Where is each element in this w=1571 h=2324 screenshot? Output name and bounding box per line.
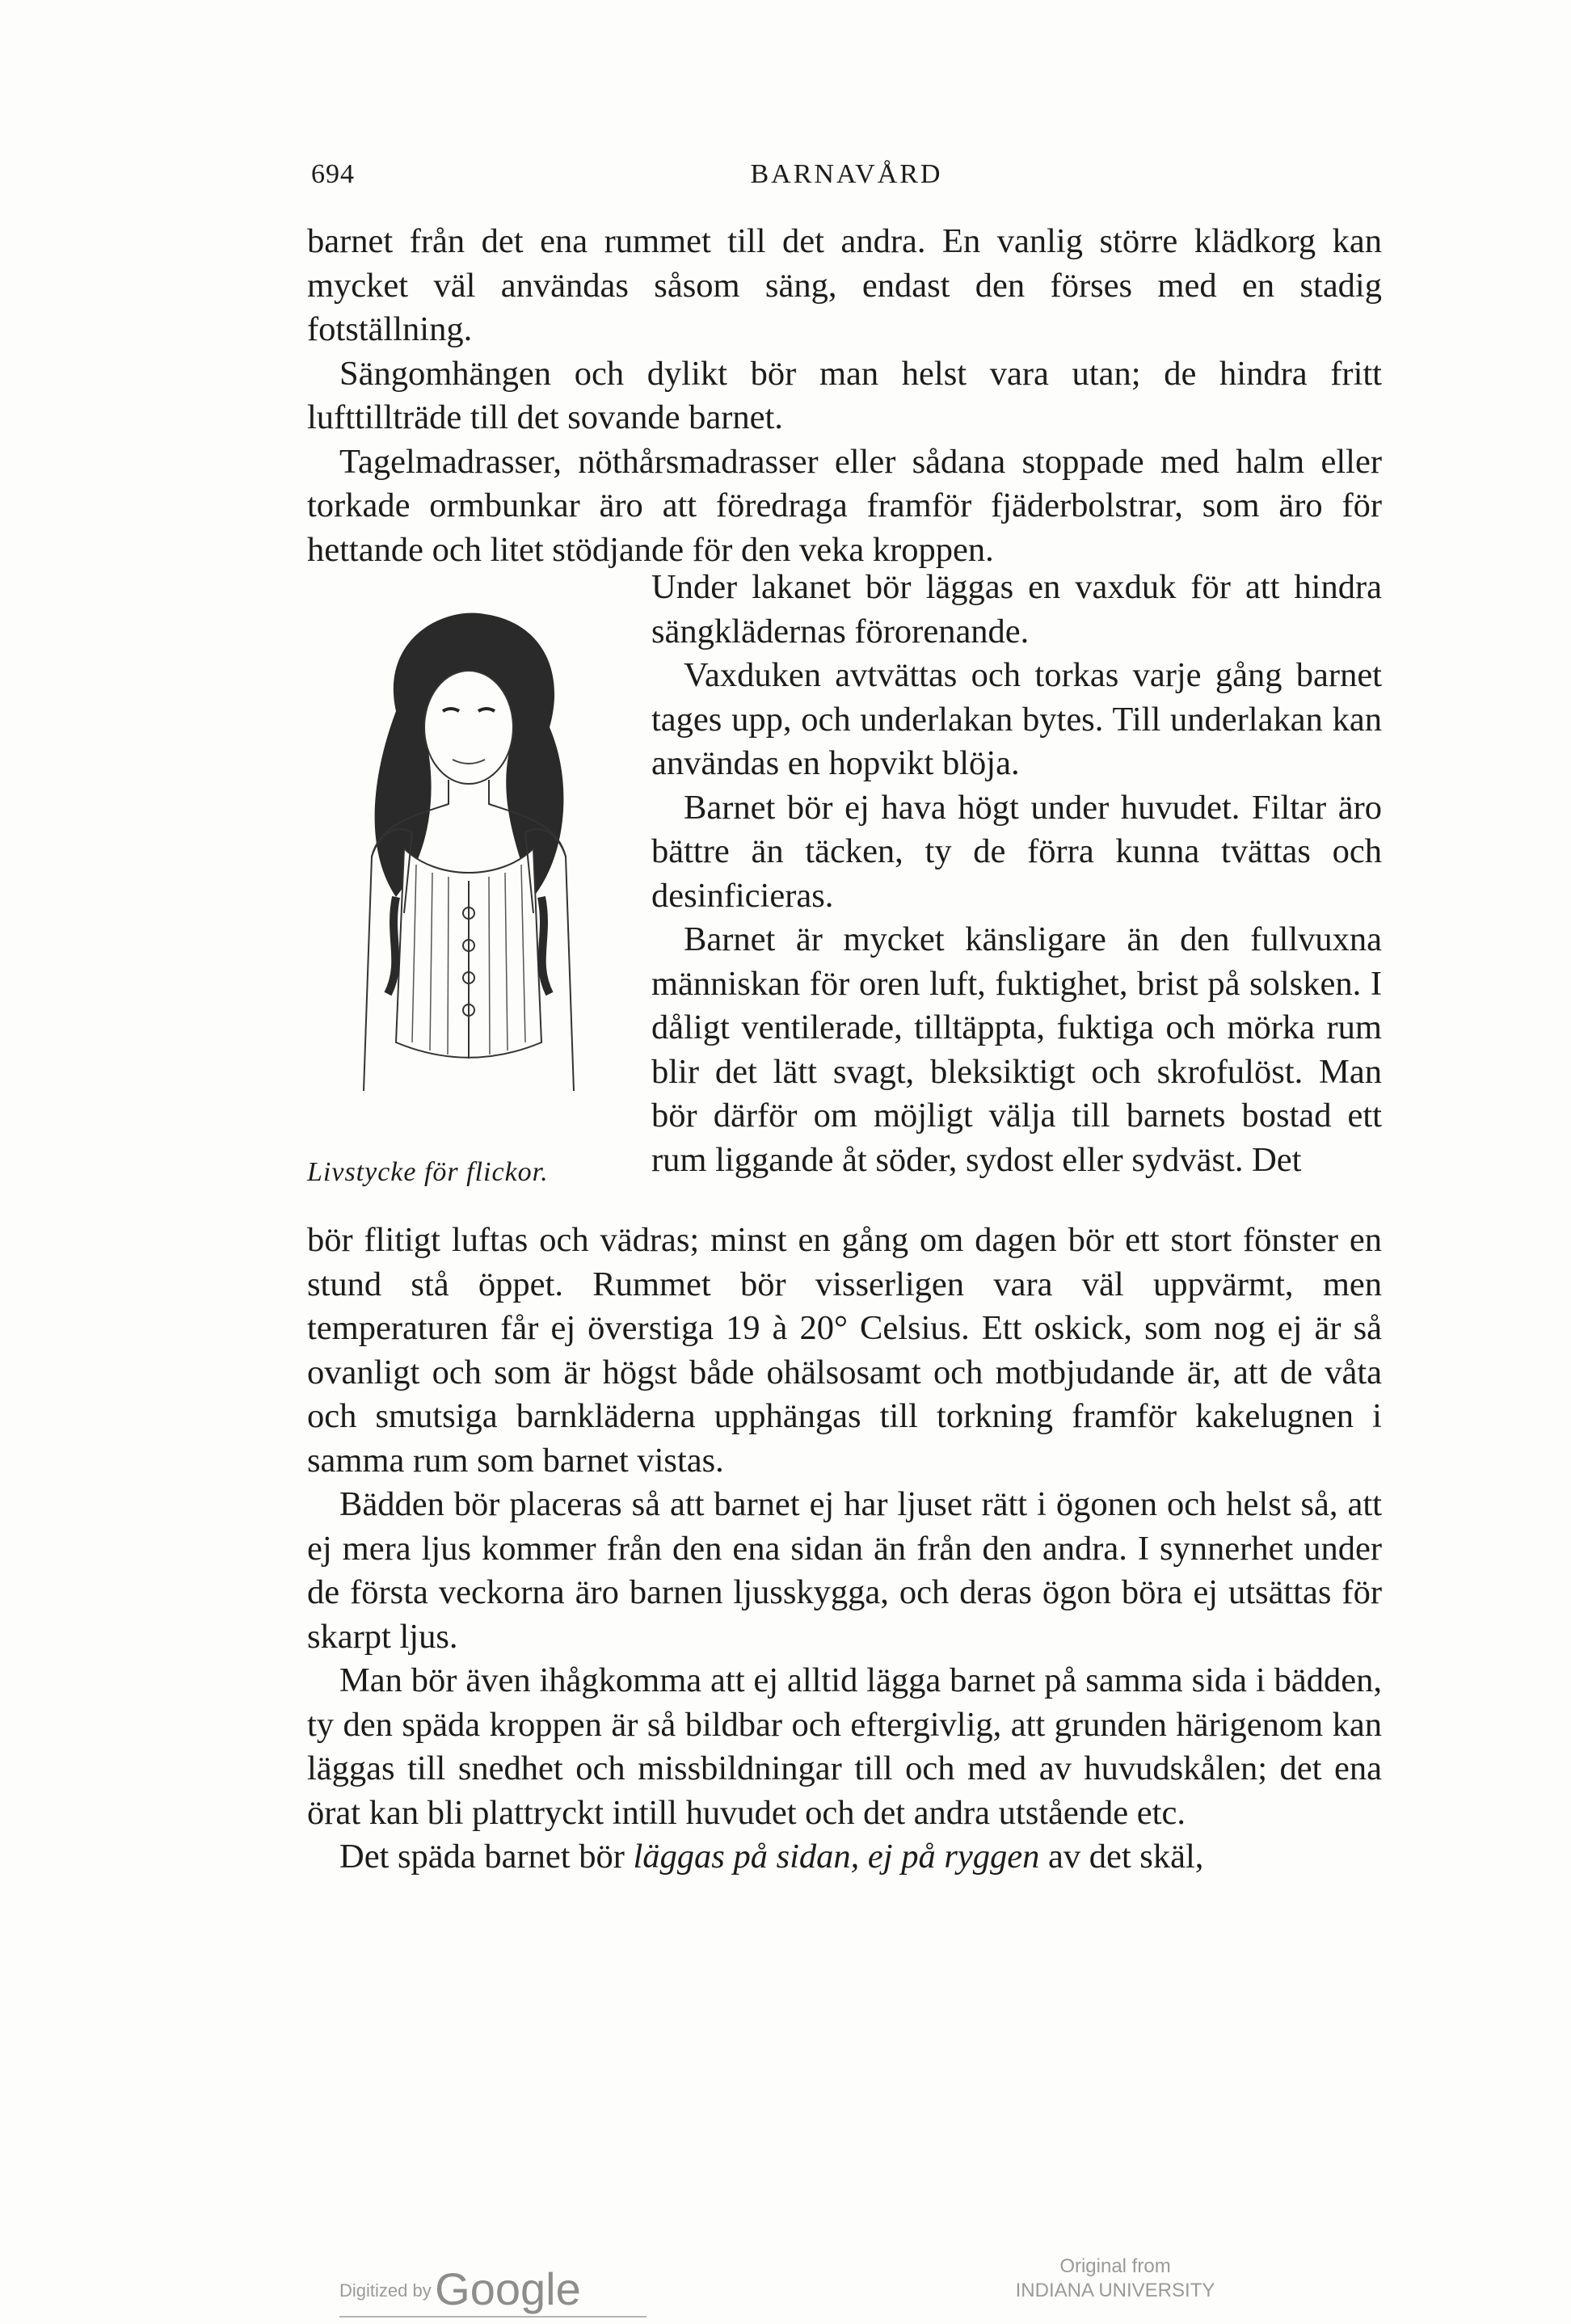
last-line-before: Det späda barnet bör (339, 1838, 625, 1876)
original-from-watermark (994, 2255, 1236, 2303)
paragraph: Under lakanet bör läggas en vaxduk för att hindra sängklädernas förorenande. (651, 568, 1382, 650)
figure-caption: Livstycke för flickor. (307, 1157, 549, 1187)
page-header (311, 159, 1382, 200)
paragraph: Bädden bör placeras så att barnet ej har ljuset rätt i ögonen och helst så, att ej mera ljus kommer från den ena sidan än från den andra. I synnerhet under de första veckorna äro barnen ljusskygga, och deras ögon böra ej utsättas för skarpt ljus. (307, 1485, 1382, 1656)
paragraph: Sängomhängen och dylikt bör man helst vara utan; de hindra fritt lufttillträde till det sovande barnet. (307, 354, 1382, 436)
original-from-label: Original from (1059, 2255, 1171, 2277)
digitized-prefix: Digitized by (339, 2280, 432, 2301)
paragraph: bör flitigt luftas och vädras; minst en gång om dagen bör ett stort fönster en stund stå öppet. Rummet bör visserligen vara väl uppvärmt, men temperaturen får ej överstiga 19 à 20° Celsius. Ett oskick, som nog ej är så ovanligt och som är högst både ohälsosamt och motbjudande är, att de våta och smutsiga barnkläderna upphängas till torkning framför kakelugnen i samma rum som barnet vistas. (307, 1221, 1382, 1480)
running-title: BARNAVÅRD (750, 159, 943, 189)
google-logo-text: Google (435, 2263, 581, 2314)
bottom-text-block (307, 1219, 1382, 1880)
top-text-block (307, 220, 1382, 572)
last-line-italic: läggas på sidan, ej på ryggen (633, 1838, 1040, 1876)
institution-name: INDIANA UNIVERSITY (1015, 2280, 1215, 2301)
last-line-after: av det skäl, (1048, 1838, 1204, 1876)
digitized-by-watermark (339, 2263, 581, 2315)
girl-bodice-illustration (307, 590, 630, 1188)
footer-rule (339, 2316, 647, 2318)
paragraph: Barnet bör ej hava högt under huvudet. Filtar äro bättre än täcken, ty de förra kunna tvättas och desinficieras. (651, 788, 1382, 915)
page-number: 694 (311, 159, 355, 189)
paragraph: Vaxduken avtvättas och torkas varje gång barnet tages upp, och underlakan bytes. Till underlakan kan användas en hopvikt blöja. (651, 656, 1382, 782)
paragraph: barnet från det ena rummet till det andra. En vanlig större klädkorg kan mycket väl användas såsom säng, endast den förses med en stadig fotställning. (307, 222, 1382, 348)
paragraph: Barnet är mycket känsligare än den fullvuxna människan för oren luft, fuktighet, brist på solsken. I dåligt ventilerade, tilltäppta, fuktiga och mörka rum blir det lätt svagt, bleksiktigt och skrofulöst. Man bör därför om möjligt välja till barnets bostad ett rum liggande åt söder, sydost eller sydväst. Det (651, 920, 1382, 1179)
paragraph: Tagelmadrasser, nöthårsmadrasser eller sådana stoppade med halm eller torkade ormbunkar äro att föredraga framför fjäderbolstrar, som äro för hettande och litet stödjande för den veka kroppen. (307, 442, 1382, 569)
side-text-block (651, 566, 1382, 1182)
illustration-drawing (307, 590, 630, 1156)
paragraph: Man bör även ihågkomma att ej alltid lägga barnet på samma sida i bädden, ty den späda kroppen är så bildbar och eftergivlig, att grunden härigenom kan läggas till snedhet och missbildningar till och med av huvudskålen; det ena örat kan bli plattryckt intill huvudet och det andra utstående etc. (307, 1661, 1382, 1832)
paragraph-last-line (307, 1835, 1382, 1880)
